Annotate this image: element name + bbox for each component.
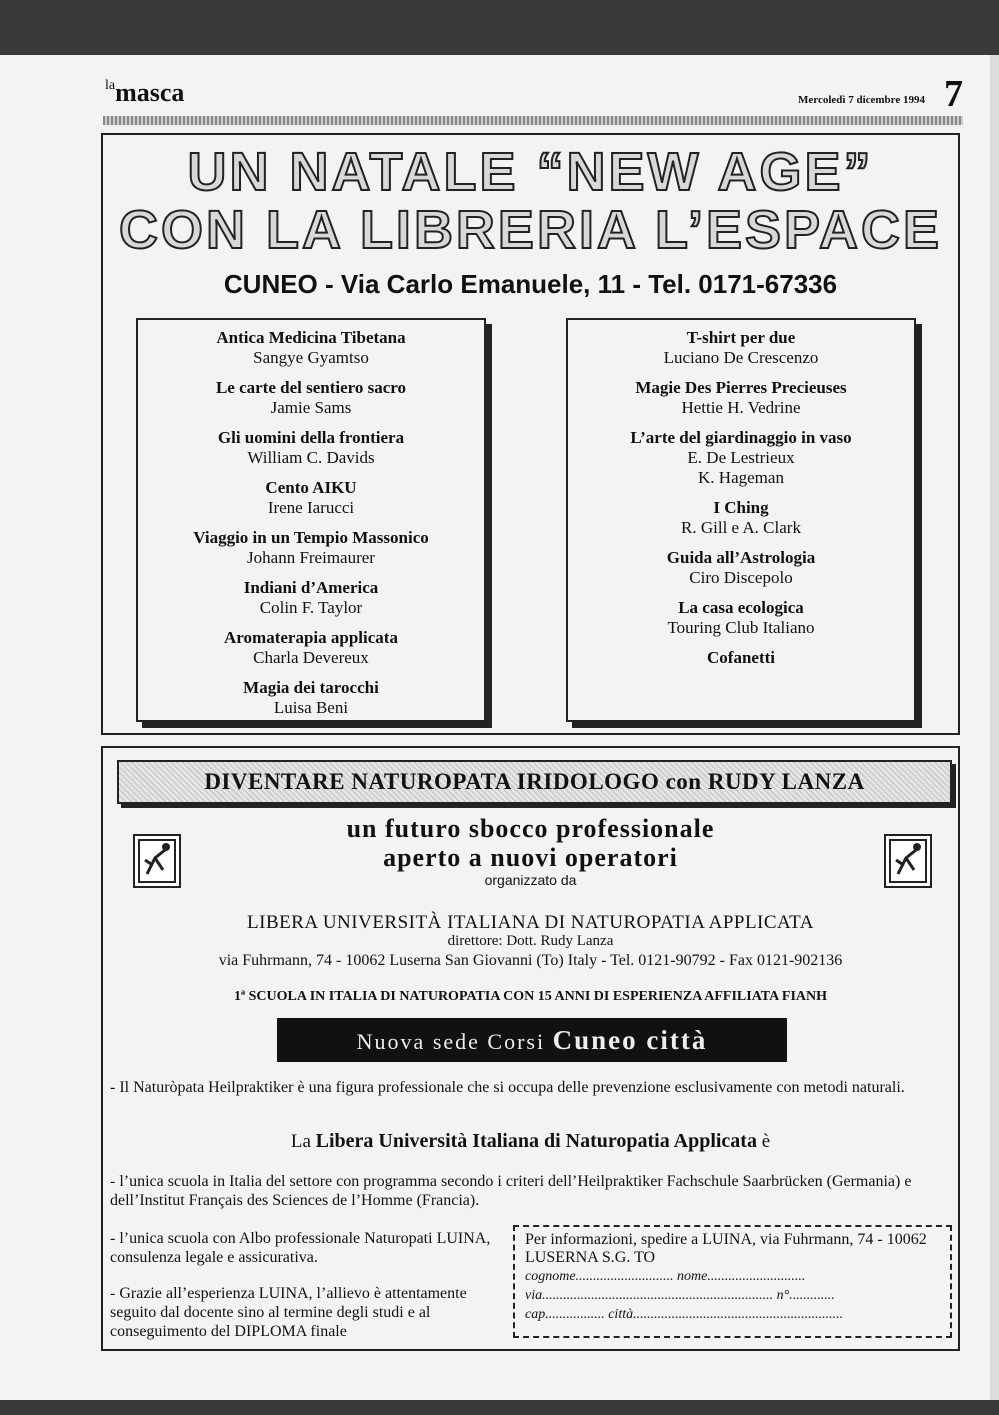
coupon-line: via.................................................................. n°............. [525, 1288, 835, 1303]
ad-headline-2: CON LA LIBRERIA L’ESPACE [118, 200, 943, 260]
book-item: Aromaterapia applicata Charla Devereux [224, 628, 398, 667]
newspaper-logo: $^{la}$masca [105, 78, 185, 107]
page-number: 7 [944, 73, 963, 115]
paragraph: - Grazie all’esperienza LUINA, l’allievo è attentamente seguito dal docente sino al termine degli studi e al conseguimento del DIPLOMA finale [110, 1285, 467, 1340]
book-item: T-shirt per due Luciano De Crescenzo [663, 328, 819, 367]
coupon-form [513, 1225, 952, 1338]
book-list-left [136, 318, 486, 722]
coupon-line: cognome............................ nome............................ [525, 1269, 806, 1284]
bookstore-ad [101, 133, 960, 735]
book-item: Cento AIKU Irene Iarucci [265, 478, 357, 517]
book-item: Magie Des Pierres Precieuses Hettie H. Vedrine [635, 378, 847, 417]
issue-date: Mercoledì 7 dicembre 1994 [798, 94, 925, 106]
university-address: via Fuhrmann, 74 - 10062 Luserna San Giovanni (To) Italy - Tel. 0121-90792 - Fax 0121-902136 [218, 952, 843, 969]
book-item: Gli uomini della frontiera William C. Davids [217, 428, 405, 467]
paragraph: - l’unica scuola con Albo professionale Naturopati LUINA, consulenza legale e assicurativa. [110, 1230, 491, 1266]
coupon-intro: Per informazioni, spedire a LUINA, via Fuhrmann, 74 - 10062 LUSERNA S.G. TO [525, 1231, 927, 1266]
paragraph: - Il Naturòpata Heilpraktiker è una figura professionale che si occupa delle prevenzione esclusivamente con metodi naturali. [110, 1079, 905, 1096]
naturopathy-ad [101, 746, 960, 1351]
organized-by: organizzato da [484, 872, 577, 888]
masthead [105, 70, 965, 116]
book-item: Viaggio in un Tempio Massonico Johann Freimaurer [193, 528, 429, 567]
paragraph-lead: La Libera Università Italiana di Naturopatia Applicata è [290, 1130, 771, 1152]
ad-headline-1: UN NATALE “NEW AGE” [187, 142, 874, 202]
book-item: Le carte del sentiero sacro Jamie Sams [215, 378, 407, 417]
ad-banner: DIVENTARE NATUROPATA IRIDOLOGO con RUDY LANZA [117, 760, 952, 804]
paragraph: - l’unica scuola in Italia del settore con programma secondo i criteri dell’Heilpraktiker Fachschule Saarbrücken (Germania) e dell’Institut Français des Sciences de l’Homme (Francia). [110, 1173, 912, 1209]
ad-subtitle: un futuro sbocco professionale aperto a nuovi operatori [346, 814, 715, 872]
book-item: L’arte del giardinaggio in vaso E. De Lestrieux K. Hageman [630, 428, 852, 487]
book-item: I Ching R. Gill e A. Clark [681, 498, 801, 537]
header-rule [103, 116, 963, 125]
university-name: LIBERA UNIVERSITÀ ITALIANA DI NATUROPATIA APPLICATA [247, 912, 814, 933]
director: direttore: Dott. Rudy Lanza [447, 933, 614, 949]
book-item: La casa ecologica Touring Club Italiano [667, 598, 815, 637]
store-address: CUNEO - Via Carlo Emanuele, 11 - Tel. 0171-67336 [223, 269, 838, 299]
book-item: Cofanetti [707, 648, 775, 667]
book-item: Guida all’Astrologia Ciro Discepolo [666, 548, 816, 587]
new-location-bar: Nuova sede Corsi Cuneo città [277, 1018, 787, 1062]
book-list-right [566, 318, 916, 722]
school-tagline: 1ª SCUOLA IN ITALIA DI NATUROPATIA CON 15 ANNI DI ESPERIENZA AFFILIATA FIANH [233, 989, 828, 1004]
coupon-line: cap................. città............................................................ [525, 1307, 844, 1322]
book-item: Antica Medicina Tibetana Sangye Gyamtso [216, 328, 406, 367]
book-item: Magia dei tarocchi Luisa Beni [243, 678, 379, 717]
book-item: Indiani d’America Colin F. Taylor [243, 578, 379, 617]
